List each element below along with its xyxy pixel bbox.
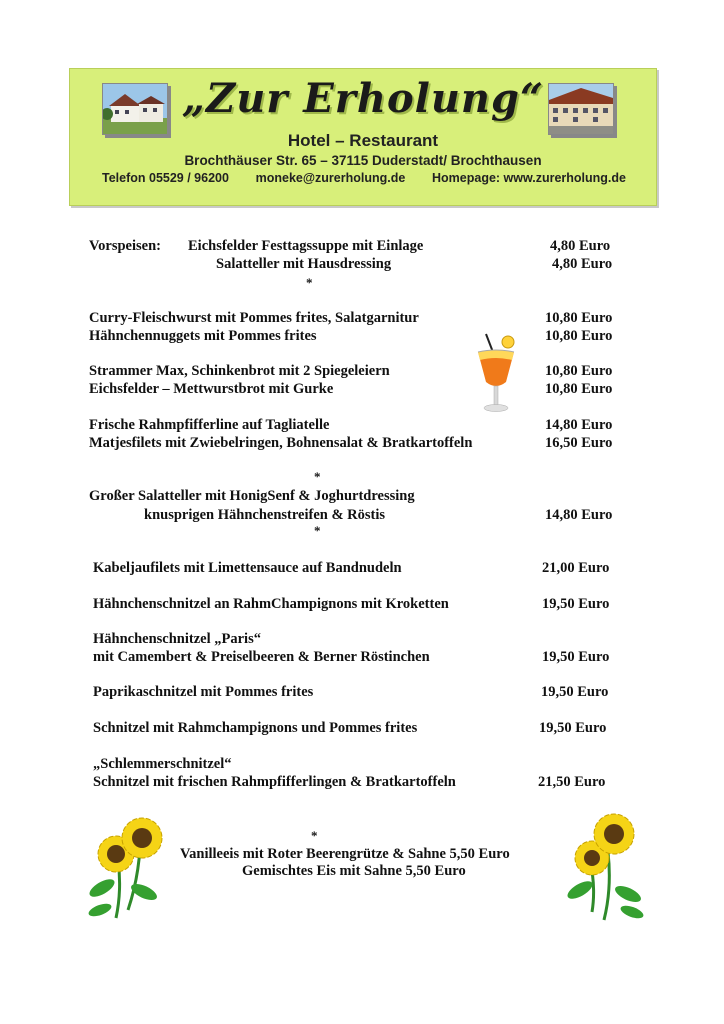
phone-number: Telefon 05529 / 96200: [102, 171, 229, 185]
starters-label: Vorspeisen:: [89, 238, 161, 254]
menu-item-price: 19,50 Euro: [541, 684, 609, 700]
separator-star: *: [314, 523, 321, 538]
menu-item-name: Hähnchennuggets mit Pommes frites: [89, 328, 317, 344]
menu-item-name: Schnitzel mit frischen Rahmpfifferlingen & Bratkartoffeln: [93, 774, 456, 790]
restaurant-subtitle: Hotel – Restaurant: [287, 131, 439, 150]
dessert-item: Gemischtes Eis mit Sahne 5,50 Euro: [242, 863, 466, 879]
menu-item-price: 16,50 Euro: [545, 435, 613, 451]
menu-item-price: 14,80 Euro: [545, 507, 613, 523]
menu-item-price: 19,50 Euro: [542, 596, 610, 612]
menu-item-price: 10,80 Euro: [545, 328, 613, 344]
dessert-item: Vanilleeis mit Roter Beerengrütze & Sahne 5,50 Euro: [180, 846, 510, 862]
menu-item-name: Frische Rahmpfifferline auf Tagliatelle: [89, 417, 330, 433]
menu-item-name: Strammer Max, Schinkenbrot mit 2 Spiegeleiern: [89, 363, 390, 379]
menu-item-name: Eichsfelder Festtagssuppe mit Einlage: [188, 238, 424, 254]
menu-item-name: mit Camembert & Preiselbeeren & Berner Röstinchen: [93, 649, 430, 665]
cocktail-icon: [466, 330, 526, 416]
menu-item-name: Großer Salatteller mit HonigSenf & Joghurtdressing: [89, 488, 415, 504]
menu-item-name: Schnitzel mit Rahmchampignons und Pommes frites: [93, 720, 418, 736]
menu-item-name: Kabeljaufilets mit Limettensauce auf Bandnudeln: [93, 560, 402, 576]
email-address[interactable]: moneke@zurerholung.de: [255, 171, 406, 185]
menu-item-name: Matjesfilets mit Zwiebelringen, Bohnensalat & Bratkartoffeln: [89, 435, 473, 451]
homepage-link[interactable]: Homepage: www.zurerholung.de: [432, 171, 626, 185]
separator-star: *: [311, 828, 318, 843]
menu-item-price: 4,80 Euro: [552, 256, 613, 272]
separator-star: *: [314, 469, 321, 484]
menu-item-price: 21,00 Euro: [542, 560, 610, 576]
menu-item-price: 10,80 Euro: [545, 381, 613, 397]
menu-item-price: 4,80 Euro: [550, 238, 611, 254]
menu-item-name: Hähnchenschnitzel „Paris“: [93, 631, 261, 647]
separator-star: *: [306, 275, 313, 290]
menu-item-price: 10,80 Euro: [545, 310, 613, 326]
menu-item-name: „Schlemmerschnitzel“: [93, 756, 232, 772]
menu-item-name: Hähnchenschnitzel an RahmChampignons mit Kroketten: [93, 596, 449, 612]
menu-item-name: Eichsfelder – Mettwurstbrot mit Gurke: [89, 381, 334, 397]
menu-item-name: Salatteller mit Hausdressing: [216, 256, 392, 272]
restaurant-title: „Zur Erholung“: [182, 75, 544, 122]
menu-item-name: Paprikaschnitzel mit Pommes frites: [93, 684, 314, 700]
sunflower-icon: [562, 808, 652, 924]
menu-item-price: 19,50 Euro: [539, 720, 607, 736]
menu-item-price: 14,80 Euro: [545, 417, 613, 433]
menu-item-name: knusprigen Hähnchenstreifen & Röstis: [144, 507, 386, 523]
menu-item-price: 21,50 Euro: [538, 774, 606, 790]
menu-item-name: Curry-Fleischwurst mit Pommes frites, Salatgarnitur: [89, 310, 419, 326]
menu-item-price: 19,50 Euro: [542, 649, 610, 665]
restaurant-address: Brochthäuser Str. 65 – 37115 Duderstadt/ Brochthausen: [184, 153, 542, 168]
sunflower-icon: [88, 810, 178, 922]
menu-item-price: 10,80 Euro: [545, 363, 613, 379]
